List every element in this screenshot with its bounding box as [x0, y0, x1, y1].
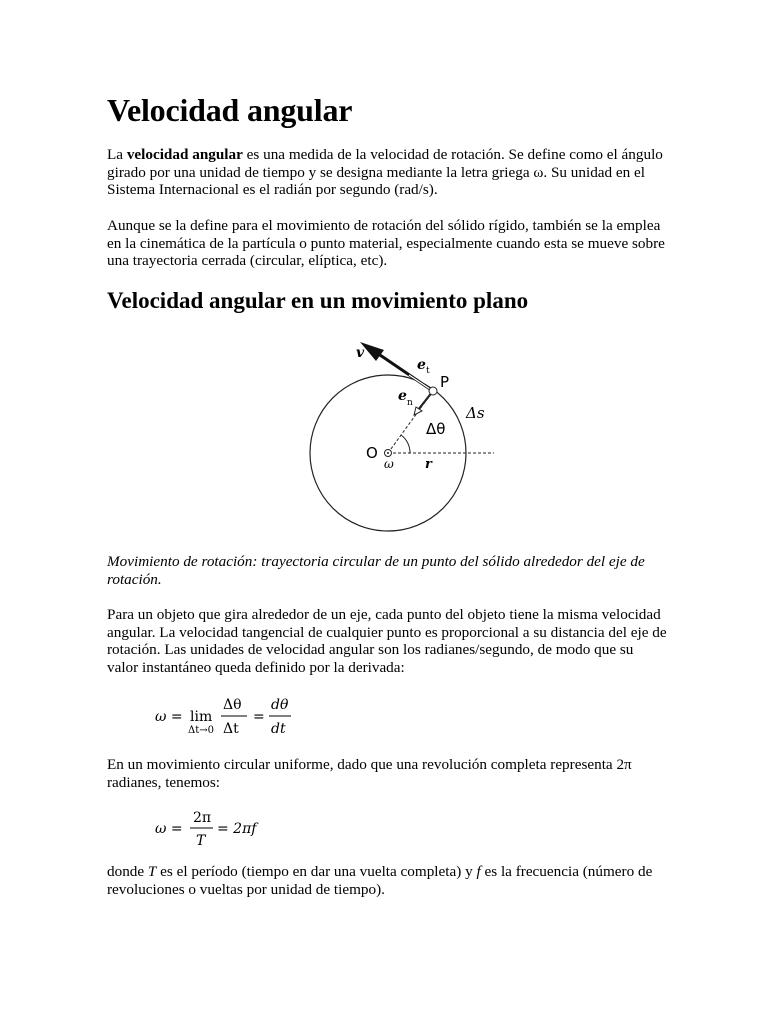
label-en: e	[398, 388, 407, 404]
formula2-rhs: = 2πf	[217, 821, 257, 837]
p5-text-c: es la frecuencia (número de revoluciones o vueltas por unidad de tiempo).	[107, 863, 653, 898]
label-o: O	[366, 444, 378, 462]
intro-text-after: es una medida de la velocidad de rotación. Se define como el ángulo girado por una unidad de tiempo y se designa mediante la letra griega ω. Su unidad en el Sistema Internacional es el radián por segundo (rad/s).	[107, 146, 663, 198]
paragraph-2: Aunque se la define para el movimiento de rotación del sólido rígido, también se la emplea en la cinemática de la partícula o punto material, especialmente cuando esta se mueve sobre una trayectoria cerrada (circular, elíptica, etc).	[107, 217, 665, 269]
intro-bold-term: velocidad angular	[126, 146, 243, 163]
label-en-sub: n	[407, 398, 413, 408]
circular-motion-diagram	[302, 338, 512, 538]
page-title: Velocidad angular	[107, 92, 353, 128]
formula1-den2: dt	[271, 721, 286, 737]
formula1-lim-sub: Δt→0	[188, 725, 214, 736]
paragraph-4: En un movimiento circular uniforme, dado que una revolución completa representa 2π radianes, tenemos:	[107, 756, 632, 791]
angular-velocity-derivative-formula	[155, 693, 305, 743]
period-symbol: T	[147, 863, 157, 880]
center-o-dot	[387, 452, 389, 454]
label-delta-s: Δs	[466, 404, 485, 422]
formula1-lhs: ω =	[155, 709, 183, 725]
intro-text-before: La	[107, 146, 127, 163]
formula1-lim: lim	[190, 709, 213, 725]
paragraph-3: Para un objeto que gira alrededor de un eje, cada punto del objeto tiene la misma velocidad angular. La velocidad tangencial de cualquier punto es proporcional a su distancia del eje de rotación. Las unidades de velocidad angular son los radianes/segundo, de modo que su valor instantáneo queda definido por la derivada:	[107, 606, 667, 676]
label-delta-theta: Δθ	[426, 420, 446, 438]
p5-text-b: es el período (tiempo en dar una vuelta completa) y	[156, 863, 477, 880]
label-p: P	[440, 373, 450, 391]
figure-caption: Movimiento de rotación: trayectoria circular de un punto del sólido alrededor del eje de rotación.	[107, 553, 645, 588]
section-heading: Velocidad angular en un movimiento plano	[107, 288, 529, 313]
label-omega: ω	[384, 457, 394, 471]
frequency-symbol: f	[476, 863, 481, 880]
angle-arc	[401, 435, 410, 453]
formula1-den1: Δt	[223, 721, 239, 737]
formula1-eq: =	[253, 709, 265, 725]
label-r: r	[425, 457, 432, 472]
label-v: v	[356, 345, 365, 361]
p5-text-a: donde	[107, 863, 148, 880]
formula1-num1: Δθ	[223, 697, 242, 713]
formula2-den: T	[196, 833, 206, 849]
angular-velocity-period-formula	[155, 808, 275, 858]
formula2-num: 2π	[193, 810, 212, 826]
formula1-num2: dθ	[271, 697, 289, 713]
paragraph-5	[107, 863, 667, 898]
intro-paragraph	[107, 146, 667, 199]
label-et: e	[417, 357, 426, 373]
formula2-lhs: ω =	[155, 821, 183, 837]
point-p-marker	[429, 387, 437, 395]
label-et-sub: t	[426, 366, 430, 376]
